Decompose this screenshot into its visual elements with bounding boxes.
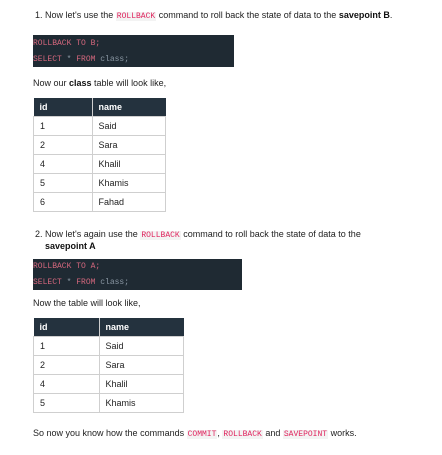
step-text: Now let's again use the [45, 229, 141, 239]
table-row [34, 394, 184, 413]
column-header-id: id [34, 98, 93, 117]
column-header-name: name [92, 98, 166, 117]
table-header-row [34, 318, 184, 337]
savepoint-a-label: savepoint A [45, 241, 96, 251]
class-table-1 [33, 98, 166, 212]
cell-id: 2 [34, 136, 93, 155]
step-number: 1. [35, 10, 43, 20]
summary-text: works. [328, 428, 357, 438]
step-text: command to roll back the state of data to the [156, 10, 339, 20]
cell-id: 1 [34, 337, 100, 356]
table-row [34, 136, 166, 155]
code-keyword: SELECT [33, 55, 62, 64]
code-text: class; [95, 55, 130, 64]
table-row [34, 337, 184, 356]
table-row [34, 193, 166, 212]
cell-id: 5 [34, 174, 93, 193]
cell-id: 2 [34, 356, 100, 375]
code-line [33, 38, 100, 50]
code-text: ROLLBACK TO A; [33, 262, 101, 271]
table-row [34, 117, 166, 136]
class-table-2 [33, 318, 184, 413]
class-table-label: class [69, 78, 92, 88]
cell-id: 5 [34, 394, 100, 413]
code-keyword: FROM [76, 55, 96, 64]
inline-code-commit: COMMIT [187, 430, 217, 439]
inline-code-rollback: ROLLBACK [141, 231, 180, 240]
caption-text: Now the table will look like, [33, 298, 141, 308]
caption-text: Now our [33, 78, 70, 88]
code-text: * [61, 55, 77, 64]
cell-name: Khalil [92, 155, 166, 174]
code-text: * [61, 278, 77, 287]
code-text: class; [95, 278, 130, 287]
inline-code-rollback: ROLLBACK [223, 430, 262, 439]
step-1-paragraph [35, 9, 392, 23]
step-text: command to roll back the state of data to the [180, 229, 361, 239]
table-row [34, 375, 184, 394]
column-header-id: id [34, 318, 100, 337]
table-row [34, 155, 166, 174]
summary-text: , [217, 428, 223, 438]
code-line [33, 54, 129, 66]
code-line [33, 277, 129, 289]
caption-1 [33, 77, 166, 89]
savepoint-b-label: savepoint B [338, 10, 390, 20]
step-text: . [389, 10, 393, 20]
cell-name: Khamis [99, 394, 184, 413]
cell-name: Said [99, 337, 184, 356]
table-row [34, 174, 166, 193]
caption-text: table will look like, [91, 78, 167, 88]
table-header-row [34, 98, 166, 117]
summary-text: and [262, 428, 283, 438]
step-text: Now let's use the [45, 10, 116, 20]
cell-id: 1 [34, 117, 93, 136]
code-keyword: FROM [76, 278, 96, 287]
cell-id: 6 [34, 193, 93, 212]
cell-name: Said [92, 117, 166, 136]
summary-text: So now you know how the commands [33, 428, 187, 438]
cell-id: 4 [34, 375, 100, 394]
column-header-name: name [99, 318, 184, 337]
cell-name: Sara [99, 356, 184, 375]
code-text: ROLLBACK TO B; [33, 39, 101, 48]
cell-name: Khamis [92, 174, 166, 193]
step-number: 2. [35, 229, 43, 239]
table-row [34, 356, 184, 375]
inline-code-rollback: ROLLBACK [116, 12, 156, 21]
inline-code-savepoint: SAVEPOINT [283, 430, 328, 439]
code-block-1 [33, 35, 234, 67]
code-line [33, 261, 100, 273]
caption-2 [33, 297, 141, 309]
cell-name: Fahad [92, 193, 166, 212]
cell-name: Khalil [99, 375, 184, 394]
code-block-2 [33, 259, 242, 290]
cell-name: Sara [92, 136, 166, 155]
cell-id: 4 [34, 155, 93, 174]
step-2-continuation [45, 240, 96, 252]
summary-paragraph [33, 427, 357, 441]
code-keyword: SELECT [33, 278, 62, 287]
